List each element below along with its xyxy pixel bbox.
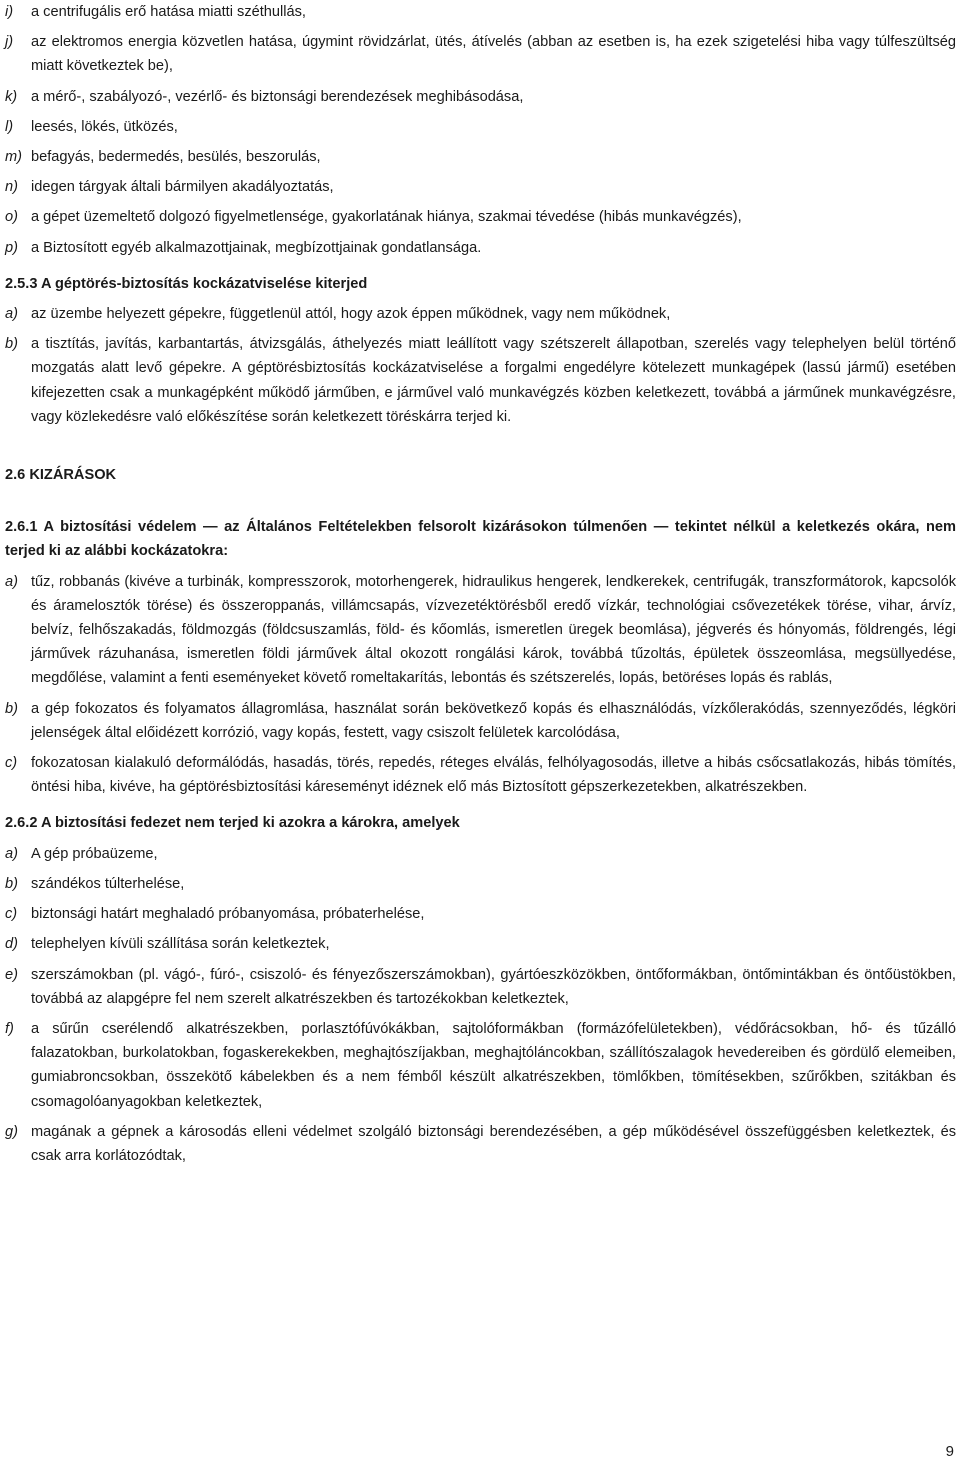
item-text: a tisztítás, javítás, karbantartás, átvizsgálás, áthelyezés miatt leállított vagy szétszerelt állapotban, szerelés vagy telephelyen belül történő mozgatás alatt levő gépekre. A géptörésbiztosítás kockázatviselése a forgalmi engedélyre kötelezett munkagépek (lassú jármű) esetében kifejezetten csak a munkagépként működő járműben, e járművel való munkavégzés közben keletkezett, továbbá a járműnek munkavégzésre, vagy közlekedésre való előkészítése során keletkezett töréskárra terjed ki. <box>31 336 956 425</box>
list-item <box>5 842 956 866</box>
item-text: telephelyen kívüli szállítása során keletkeztek, <box>31 936 330 953</box>
item-label: e) <box>5 966 18 983</box>
list-top <box>5 0 956 260</box>
item-text: a gép fokozatos és folyamatos állagromlása, használat során bekövetkező kopás és elhasználódás, vízkőlerakódás, szennyeződés, légköri jelenségek által előidézett korrózió, vagy kopás, festett, vagy csiszolt felületek karcolódása, <box>31 700 956 741</box>
item-text: az üzembe helyezett gépekre, függetlenül attól, hogy azok éppen működnek, vagy nem működnek, <box>31 306 671 323</box>
item-label: l) <box>5 118 14 135</box>
list-item-k <box>5 85 956 109</box>
list-item-j <box>5 30 956 78</box>
item-label: k) <box>5 88 18 105</box>
item-text: leesés, lökés, ütközés, <box>31 118 178 135</box>
item-text: magának a gépnek a károsodás elleni védelmet szolgáló biztonsági berendezésében, a gép működésével összefüggésben keletkeztek, és csak arra korlátozódtak, <box>31 1123 956 1164</box>
item-label: a) <box>5 573 18 590</box>
list-item <box>5 697 956 745</box>
item-label: g) <box>5 1123 18 1140</box>
item-text: biztonsági határt meghaladó próbanyomása, próbaterhelése, <box>31 906 425 923</box>
section-2-5-3-list <box>5 302 956 429</box>
document-page <box>5 0 956 1174</box>
list-item <box>5 332 956 429</box>
item-label: f) <box>5 1020 14 1037</box>
item-text: befagyás, bedermedés, besülés, beszorulás, <box>31 149 321 166</box>
item-label: m) <box>5 149 23 166</box>
item-label: b) <box>5 875 18 892</box>
section-heading-2-5-3: 2.5.3 A géptörés-biztosítás kockázatviselése kiterjed <box>5 275 368 292</box>
section-2-6-1-list <box>5 570 956 800</box>
item-label: o) <box>5 209 18 226</box>
list-item <box>5 872 956 896</box>
item-label: b) <box>5 700 18 717</box>
item-label: j) <box>5 34 14 51</box>
list-item-p <box>5 236 956 260</box>
section-2-6-2-list <box>5 842 956 1168</box>
item-text: a sűrűn cserélendő alkatrészekben, porlasztófúvókákban, sajtolóformákban (formázófelületekben), védőrácsokban, hő- és tűzálló falazatokban, burkolatokban, fogaskerekekben, meghajtószíjakban, meghajtóláncokban, szállítószalagok hevedereiben és gördülő elemeiben, gumiabroncsokban, összekötő kábelekben és a nem fémből készült alkatrészekben, tömlőkben, tömítésekben, szűrőkben, szitákban és csomagolóanyagokban keletkeztek, <box>31 1020 956 1110</box>
item-text: szándékos túlterhelése, <box>31 875 185 892</box>
item-text: a Biztosított egyéb alkalmazottjainak, megbízottjainak gondatlansága. <box>31 239 482 256</box>
item-text: a gépet üzemeltető dolgozó figyelmetlensége, gyakorlatának hiánya, szakmai tévedése (hibás munkavégzés), <box>31 209 742 226</box>
item-text: az elektromos energia közvetlen hatása, úgymint rövidzárlat, ütés, átívelés (abban az esetben is, ha ezek szigetelési hiba vagy túlfeszültség miatt következtek be), <box>31 34 956 75</box>
item-label: c) <box>5 755 18 772</box>
item-label: a) <box>5 306 18 323</box>
section-title-kizarasok: 2.6 KIZÁRÁSOK <box>5 467 117 484</box>
item-label: p) <box>5 239 18 256</box>
item-label: a) <box>5 845 18 862</box>
list-item <box>5 963 956 1011</box>
list-item <box>5 1120 956 1168</box>
section-heading-2-6-1: 2.6.1 A biztosítási védelem — az Általános Feltételekben felsorolt kizárásokon túlmenően — tekintet nélkül a keletkezés okára, nem terjed ki az alábbi kockázatokra: <box>5 519 956 560</box>
list-item-o <box>5 205 956 229</box>
list-item <box>5 1017 956 1114</box>
item-text: a mérő-, szabályozó-, vezérlő- és biztonsági berendezések meghibásodása, <box>31 88 524 105</box>
list-item <box>5 751 956 799</box>
item-label: n) <box>5 179 18 196</box>
item-text: idegen tárgyak általi bármilyen akadályoztatás, <box>31 179 334 196</box>
item-text: a centrifugális erő hatása miatti széthullás, <box>31 4 306 20</box>
item-label: b) <box>5 336 18 353</box>
list-item-i <box>5 0 956 24</box>
list-item-l <box>5 115 956 139</box>
item-label: c) <box>5 906 18 923</box>
item-label: i) <box>5 4 14 20</box>
section-heading-2-6-2: 2.6.2 A biztosítási fedezet nem terjed ki azokra a károkra, amelyek <box>5 815 460 832</box>
list-item <box>5 932 956 956</box>
item-text: fokozatosan kialakuló deformálódás, hasadás, törés, repedés, réteges elválás, felhólyagosodás, illetve a hibás csőcsatlakozás, hibás tömítés, öntési hiba, kivéve, ha géptörésbiztosítási káreseményt idéznek elő más Biztosított gépszerkezetekben, alkatrészekben. <box>31 755 956 796</box>
item-text: szerszámokban (pl. vágó-, fúró-, csiszoló- és fényezőszerszámokban), gyártóeszközökben, öntőformákban, öntőmintákban és öntőüstökben, továbbá az alapgépre fel nem szerelt alkatrészekben és tartozékokban keletkeztek, <box>31 966 956 1007</box>
item-text: A gép próbaüzeme, <box>31 845 158 862</box>
list-item <box>5 302 956 326</box>
list-item <box>5 570 956 691</box>
list-item-n <box>5 175 956 199</box>
list-item <box>5 902 956 926</box>
list-item-m <box>5 145 956 169</box>
page-number: 9 <box>945 1443 954 1460</box>
item-text: tűz, robbanás (kivéve a turbinák, kompresszorok, motorhengerek, hidraulikus hengerek, lendkerekek, centrifugák, transzformátorok, kapcsolók és áramelosztók törése) és összeroppanás, villámcsapás, vízvezetéktörésből eredő vízkár, technológiai csővezetékek törése, vihar, árvíz, belvíz, felhőszakadás, földmozgás (földcsuszamlás, föld- és kőomlás, ismeretlen üregek beomlása), jégverés és hónyomás, földrengés, légi járművek rázuhanása, ismeretlen földi járművek által okozott rongálási károk, továbbá tűzoltás, épületek összeomlása, megsüllyedése, megdőlése, valamint a fenti eseményeket követő romeltakarítás, lebontás és szétszerelés, lopás, betöréses lopás és rablás, <box>31 573 956 687</box>
item-label: d) <box>5 936 18 953</box>
